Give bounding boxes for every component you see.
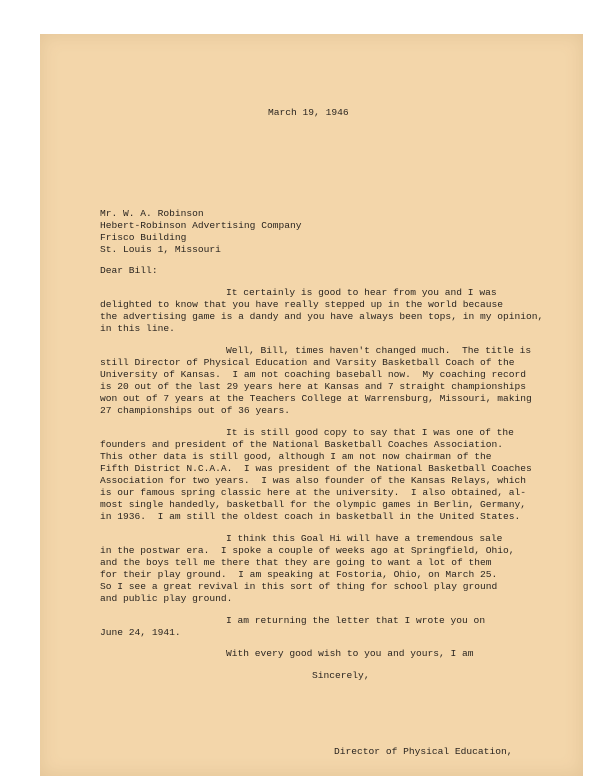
- body-line: So I see a great revival in this sort of thing for school play ground: [100, 581, 498, 592]
- body-line: Association for two years. I was also founder of the Kansas Relays, which: [100, 475, 527, 486]
- body-line: founders and president of the National Basketball Coaches Association.: [100, 439, 504, 450]
- letter-page: [40, 34, 583, 776]
- recipient-line: Frisco Building: [100, 232, 187, 243]
- salutation: Dear Bill:: [100, 265, 158, 276]
- body-line: 27 championships out of 36 years.: [100, 405, 290, 416]
- body-line: I think this Goal Hi will have a tremendous sale: [226, 533, 503, 544]
- letter-date: March 19, 1946: [268, 107, 349, 118]
- body-line: is our famous spring classic here at the university. I also obtained, al-: [100, 487, 527, 498]
- body-line: I am returning the letter that I wrote you on: [226, 615, 486, 626]
- body-line: Fifth District N.C.A.A. I was president of the National Basketball Coaches: [100, 463, 532, 474]
- body-line: in 1936. I am still the oldest coach in basketball in the United States.: [100, 511, 521, 522]
- body-line: Well, Bill, times haven't changed much. The title is: [226, 345, 532, 356]
- body-line: This other data is still good, although I am not now chairman of the: [100, 451, 492, 462]
- body-line: still Director of Physical Education and Varsity Basketball Coach of the: [100, 357, 515, 368]
- body-line: delighted to know that you have really stepped up in the world because: [100, 299, 504, 310]
- body-line: the advertising game is a dandy and you have always been tops, in my opinion,: [100, 311, 544, 322]
- recipient-line: St. Louis 1, Missouri: [100, 244, 221, 255]
- body-line: in the postwar era. I spoke a couple of weeks ago at Springfield, Ohio,: [100, 545, 515, 556]
- body-line: is 20 out of the last 29 years here at Kansas and 7 straight championships: [100, 381, 527, 392]
- body-line: It certainly is good to hear from you and I was: [226, 287, 497, 298]
- body-line: in this line.: [100, 323, 175, 334]
- body-line: most single handedly, basketball for the olympic games in Berlin, Germany,: [100, 499, 527, 510]
- body-line: for their play ground. I am speaking at Fostoria, Ohio, on March 25.: [100, 569, 498, 580]
- body-line: and public play ground.: [100, 593, 233, 604]
- recipient-line: Mr. W. A. Robinson: [100, 208, 204, 219]
- body-line: With every good wish to you and yours, I am: [226, 648, 474, 659]
- body-line: June 24, 1941.: [100, 627, 181, 638]
- body-line: and the boys tell me there that they are going to want a lot of them: [100, 557, 492, 568]
- body-line: won out of 7 years at the Teachers College at Warrensburg, Missouri, making: [100, 393, 532, 404]
- closing: Sincerely,: [312, 670, 370, 681]
- body-line: University of Kansas. I am not coaching baseball now. My coaching record: [100, 369, 527, 380]
- signature-title: Director of Physical Education,: [334, 746, 513, 757]
- body-line: It is still good copy to say that I was one of the: [226, 427, 514, 438]
- recipient-line: Hebert-Robinson Advertising Company: [100, 220, 302, 231]
